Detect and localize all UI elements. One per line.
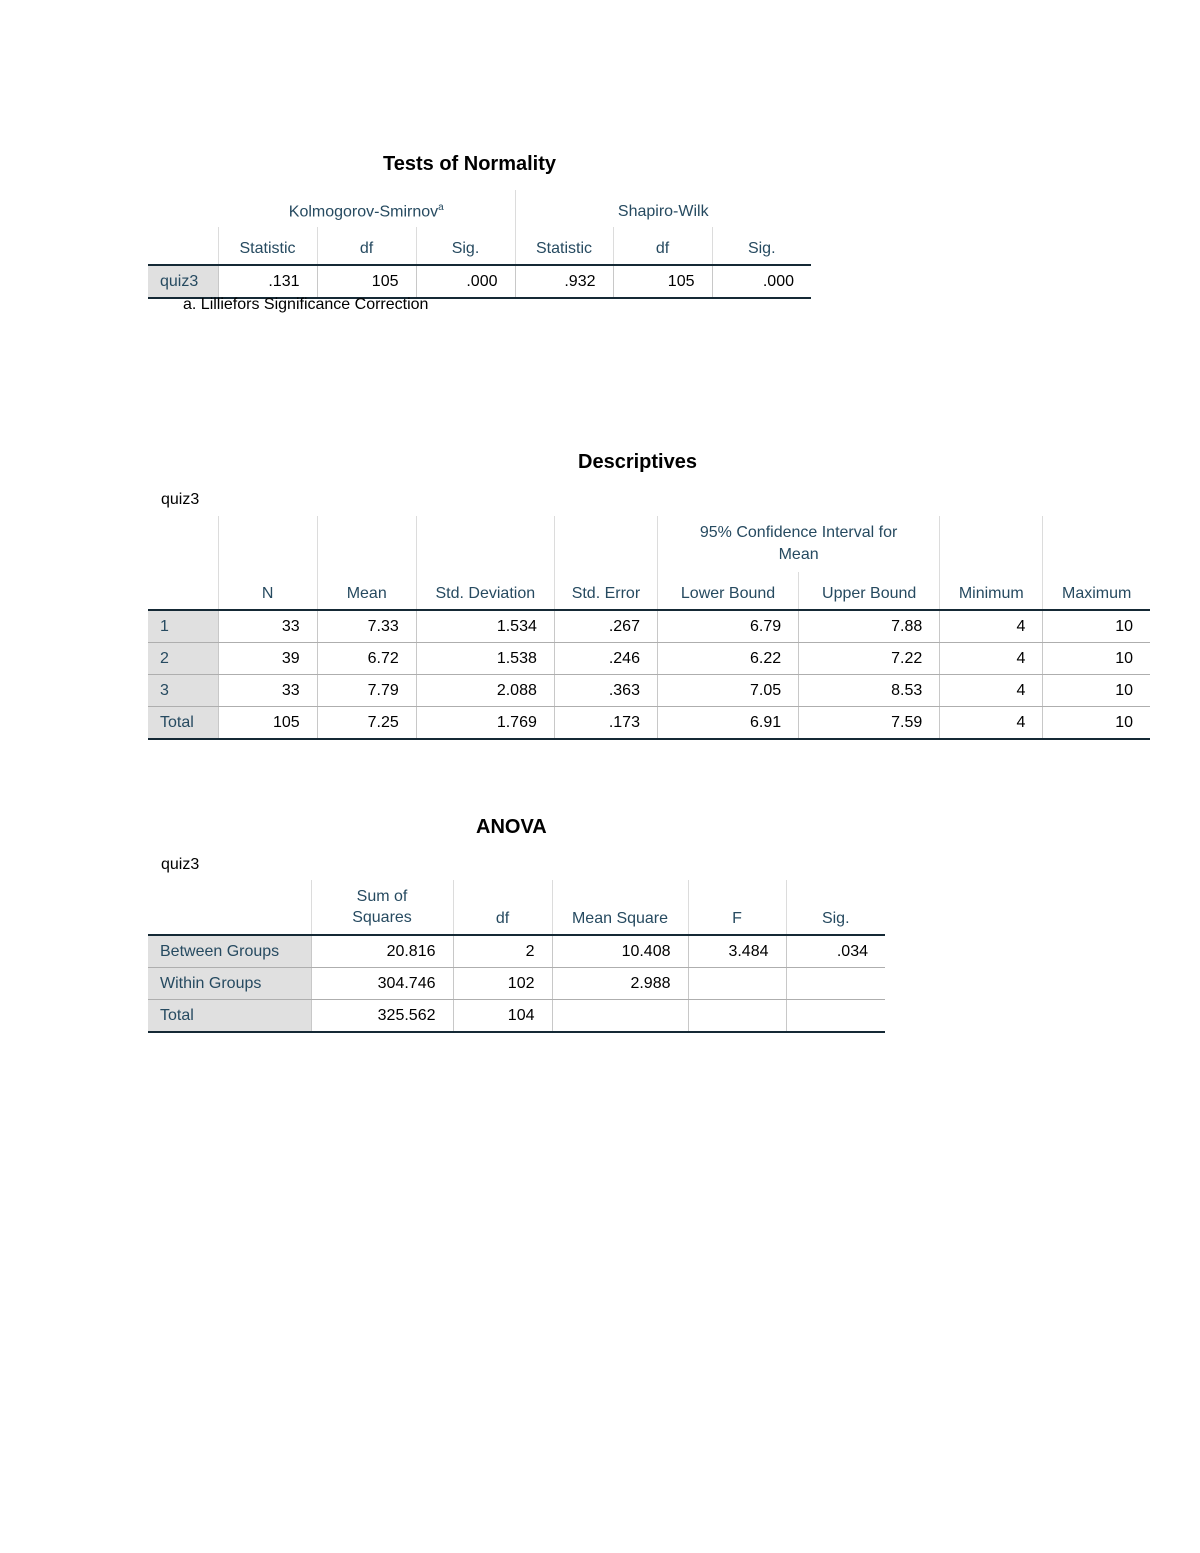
descriptives-variable: quiz3 (161, 491, 200, 508)
cell: 6.72 (317, 643, 416, 675)
cell: 10 (1043, 610, 1150, 643)
cell: .363 (554, 675, 657, 707)
cell: 4 (940, 675, 1043, 707)
cell (552, 1000, 688, 1033)
cell: 10 (1043, 675, 1150, 707)
ks-label: Kolmogorov-Smirnov (288, 203, 439, 220)
col-header: df (453, 880, 552, 935)
cell: .000 (416, 265, 515, 298)
cell (688, 968, 786, 1000)
cell: 7.79 (317, 675, 416, 707)
cell: 7.33 (317, 610, 416, 643)
descriptives-title: Descriptives (578, 451, 697, 473)
row-label: 2 (148, 643, 218, 675)
cell: 325.562 (311, 1000, 453, 1033)
cell: 7.25 (317, 707, 416, 740)
cell: 6.91 (657, 707, 798, 740)
col-header: Std. Deviation (416, 572, 554, 610)
cell: 10 (1043, 643, 1150, 675)
col-header: Sum of Squares (311, 880, 453, 935)
cell: 8.53 (799, 675, 940, 707)
cell: 105 (317, 265, 416, 298)
row-label: 1 (148, 610, 218, 643)
cell: 33 (218, 675, 317, 707)
cell: 7.05 (657, 675, 798, 707)
cell: 105 (613, 265, 712, 298)
cell: .932 (515, 265, 613, 298)
cell: 33 (218, 610, 317, 643)
cell: 4 (940, 643, 1043, 675)
cell: 10.408 (552, 935, 688, 968)
cell: .000 (712, 265, 811, 298)
descriptives-table (148, 516, 1150, 740)
cell: 4 (940, 707, 1043, 740)
col-header: Lower Bound (657, 572, 798, 610)
col-header: N (218, 572, 317, 610)
cell: 102 (453, 968, 552, 1000)
cell: 6.22 (657, 643, 798, 675)
cell (688, 1000, 786, 1033)
anova-variable: quiz3 (161, 856, 200, 873)
col-header: Sig. (712, 227, 811, 265)
row-label: quiz3 (148, 265, 218, 298)
table-row (148, 968, 885, 1000)
cell: 1.538 (416, 643, 554, 675)
anova-title: ANOVA (476, 816, 547, 838)
table-row (148, 643, 1150, 675)
cell: 2.088 (416, 675, 554, 707)
ks-group-header (218, 190, 515, 227)
table-row (148, 935, 885, 968)
table-row (148, 675, 1150, 707)
cell (786, 1000, 885, 1033)
cell: 3.484 (688, 935, 786, 968)
col-header: Mean (317, 572, 416, 610)
cell: 7.59 (799, 707, 940, 740)
cell: 1.534 (416, 610, 554, 643)
cell: .173 (554, 707, 657, 740)
col-header: Sig. (786, 880, 885, 935)
sw-group-header: Shapiro-Wilk (515, 190, 811, 227)
col-header: Statistic (515, 227, 613, 265)
col-header: df (613, 227, 712, 265)
row-label: Total (148, 707, 218, 740)
cell: .246 (554, 643, 657, 675)
col-header: Upper Bound (799, 572, 940, 610)
cell: 304.746 (311, 968, 453, 1000)
normality-corner (148, 190, 218, 227)
col-header: Mean Square (552, 880, 688, 935)
cell: 104 (453, 1000, 552, 1033)
row-label: Total (148, 1000, 311, 1033)
table-row (148, 610, 1150, 643)
cell: 39 (218, 643, 317, 675)
table-row (148, 1000, 885, 1033)
normality-title: Tests of Normality (383, 153, 556, 175)
col-header: Std. Error (554, 572, 657, 610)
col-header: df (317, 227, 416, 265)
col-header: Maximum (1043, 572, 1150, 610)
ks-footnote-marker: a (438, 201, 444, 213)
ci-group-header: 95% Confidence Interval for Mean (657, 516, 939, 572)
cell: 6.79 (657, 610, 798, 643)
cell: .267 (554, 610, 657, 643)
cell: .131 (218, 265, 317, 298)
col-header: Statistic (218, 227, 317, 265)
cell: 4 (940, 610, 1043, 643)
cell: 2.988 (552, 968, 688, 1000)
normality-footnote: a. Lilliefors Significance Correction (183, 296, 429, 313)
row-label: 3 (148, 675, 218, 707)
cell: 1.769 (416, 707, 554, 740)
cell: .034 (786, 935, 885, 968)
table-row (148, 707, 1150, 740)
col-header: Sig. (416, 227, 515, 265)
normality-table (148, 190, 811, 299)
row-label: Between Groups (148, 935, 311, 968)
cell: 105 (218, 707, 317, 740)
cell: 20.816 (311, 935, 453, 968)
anova-table (148, 880, 885, 1033)
cell: 7.22 (799, 643, 940, 675)
cell: 10 (1043, 707, 1150, 740)
col-header: F (688, 880, 786, 935)
table-row (148, 265, 811, 298)
cell: 2 (453, 935, 552, 968)
row-label: Within Groups (148, 968, 311, 1000)
col-header: Minimum (940, 572, 1043, 610)
cell (786, 968, 885, 1000)
cell: 7.88 (799, 610, 940, 643)
